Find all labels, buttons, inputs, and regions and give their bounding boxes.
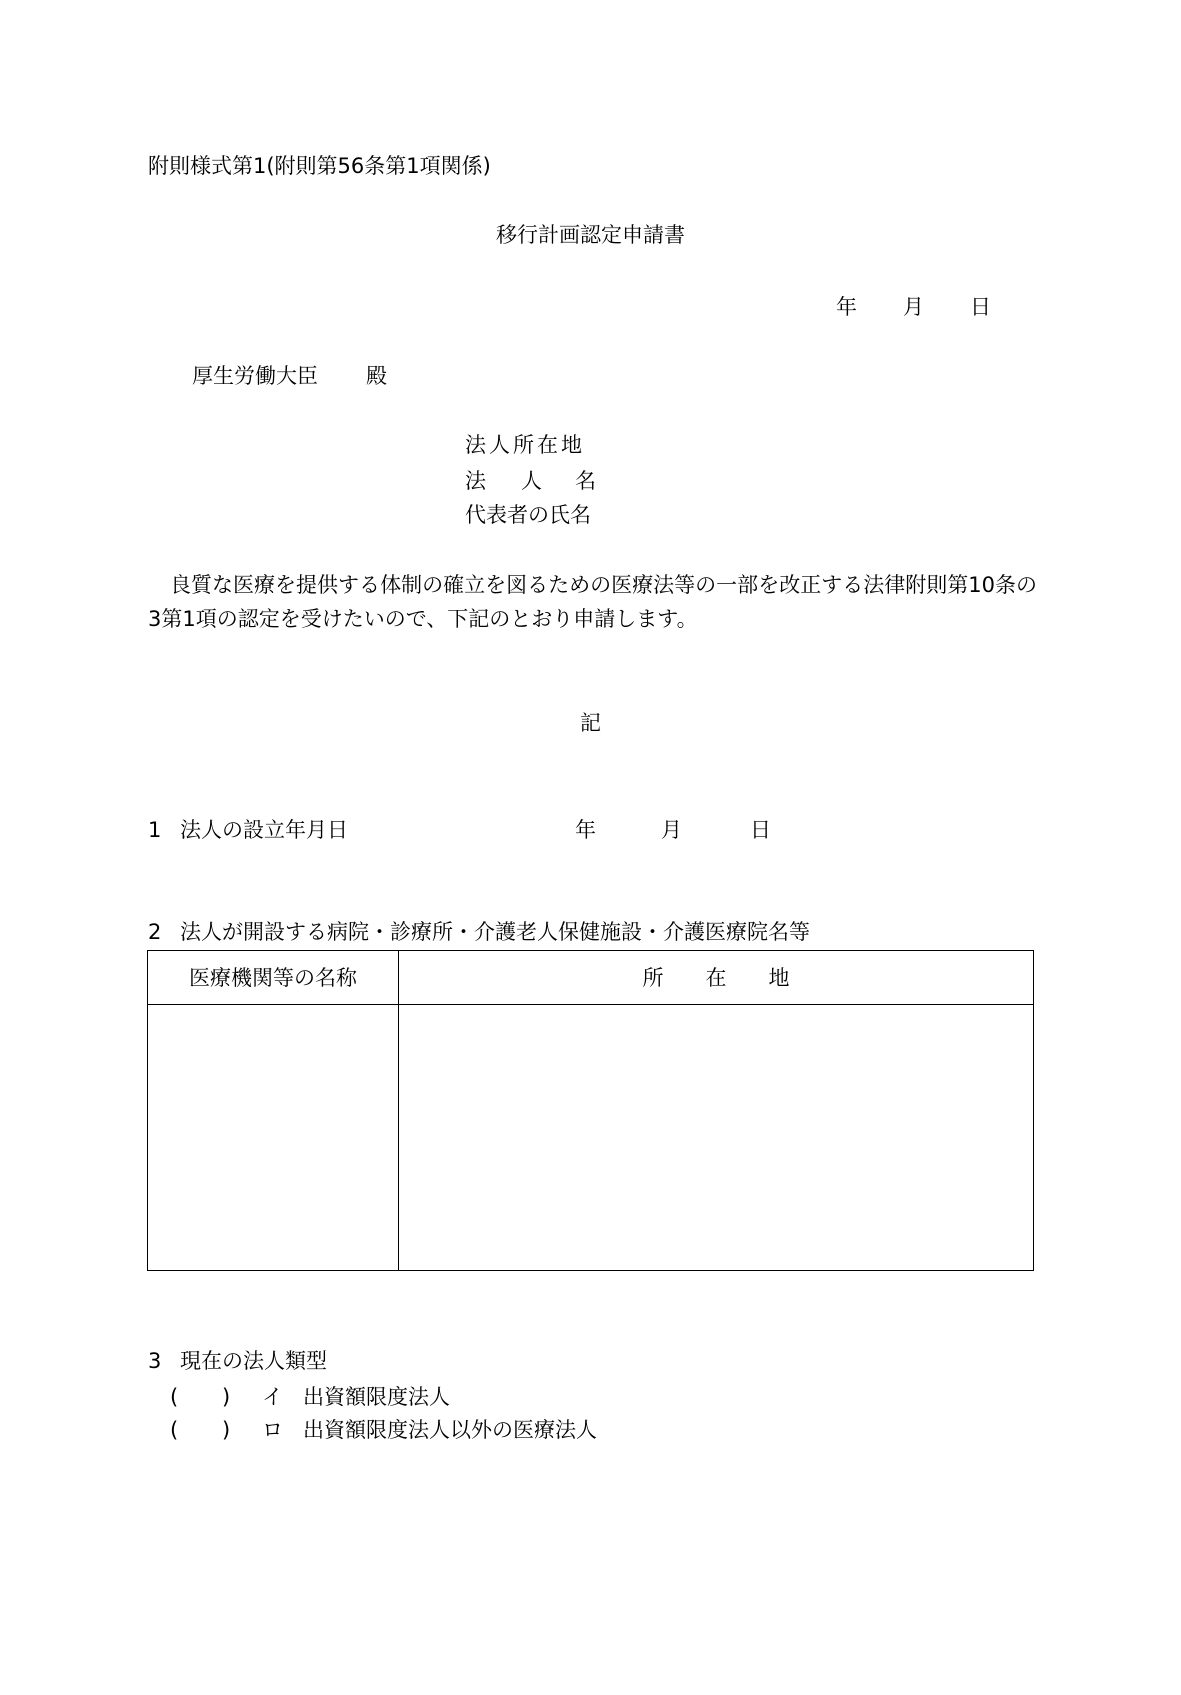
section1-day: 日 — [750, 818, 771, 842]
column-header-facility-name: 医療機関等の名称 — [148, 951, 399, 1005]
section2-label: 法人が開設する病院・診療所・介護老人保健施設・介護医療院名等 — [180, 920, 810, 944]
date-day-label: 日 — [970, 295, 991, 319]
addressee-name: 厚生労働大臣 — [192, 364, 318, 388]
checkbox-paren-close[interactable]: ) — [222, 1385, 231, 1409]
facility-address-cell[interactable] — [399, 1005, 1034, 1271]
section1-label: 法人の設立年月日 — [180, 818, 348, 842]
applicant-address-label: 法人所在地 — [465, 433, 585, 457]
ki-heading: 記 — [580, 711, 601, 735]
facilities-table — [147, 950, 1034, 1271]
section3-label: 現在の法人類型 — [180, 1349, 327, 1373]
checkbox-paren-open[interactable]: ( — [170, 1418, 179, 1442]
option-label: 出資額限度法人以外の医療法人 — [303, 1418, 597, 1442]
checkbox-paren-close[interactable]: ) — [222, 1418, 231, 1442]
option-marker: イ — [262, 1385, 283, 1409]
addressee-honorific: 殿 — [366, 364, 387, 388]
date-year-label: 年 — [836, 295, 857, 319]
document-title: 移行計画認定申請書 — [496, 223, 685, 247]
column-header-address: 所 在 地 — [399, 951, 1034, 1005]
section1-number: 1 — [148, 818, 162, 842]
applicant-name-label-3: 名 — [575, 469, 596, 493]
applicant-name-label-2: 人 — [521, 469, 542, 493]
date-month-label: 月 — [903, 295, 924, 319]
table-header-row — [148, 951, 1034, 1005]
section2-number: 2 — [148, 920, 162, 944]
section1-year: 年 — [575, 818, 596, 842]
option-marker: ロ — [262, 1418, 283, 1442]
option-label: 出資額限度法人 — [303, 1385, 450, 1409]
applicant-name-label-1: 法 — [465, 469, 486, 493]
section3-number: 3 — [148, 1349, 162, 1373]
table-row — [148, 1005, 1034, 1271]
facility-name-cell[interactable] — [148, 1005, 399, 1271]
section1-month: 月 — [661, 818, 682, 842]
form-number-header: 附則様式第1(附則第56条第1項関係) — [148, 154, 491, 178]
representative-label: 代表者の氏名 — [465, 503, 591, 527]
checkbox-paren-open[interactable]: ( — [170, 1385, 179, 1409]
application-body-text: 良質な医療を提供する体制の確立を図るための医療法等の一部を改正する法律附則第10条の3第1項の認定を受けたいので、下記のとおり申請します。 — [148, 573, 1037, 631]
